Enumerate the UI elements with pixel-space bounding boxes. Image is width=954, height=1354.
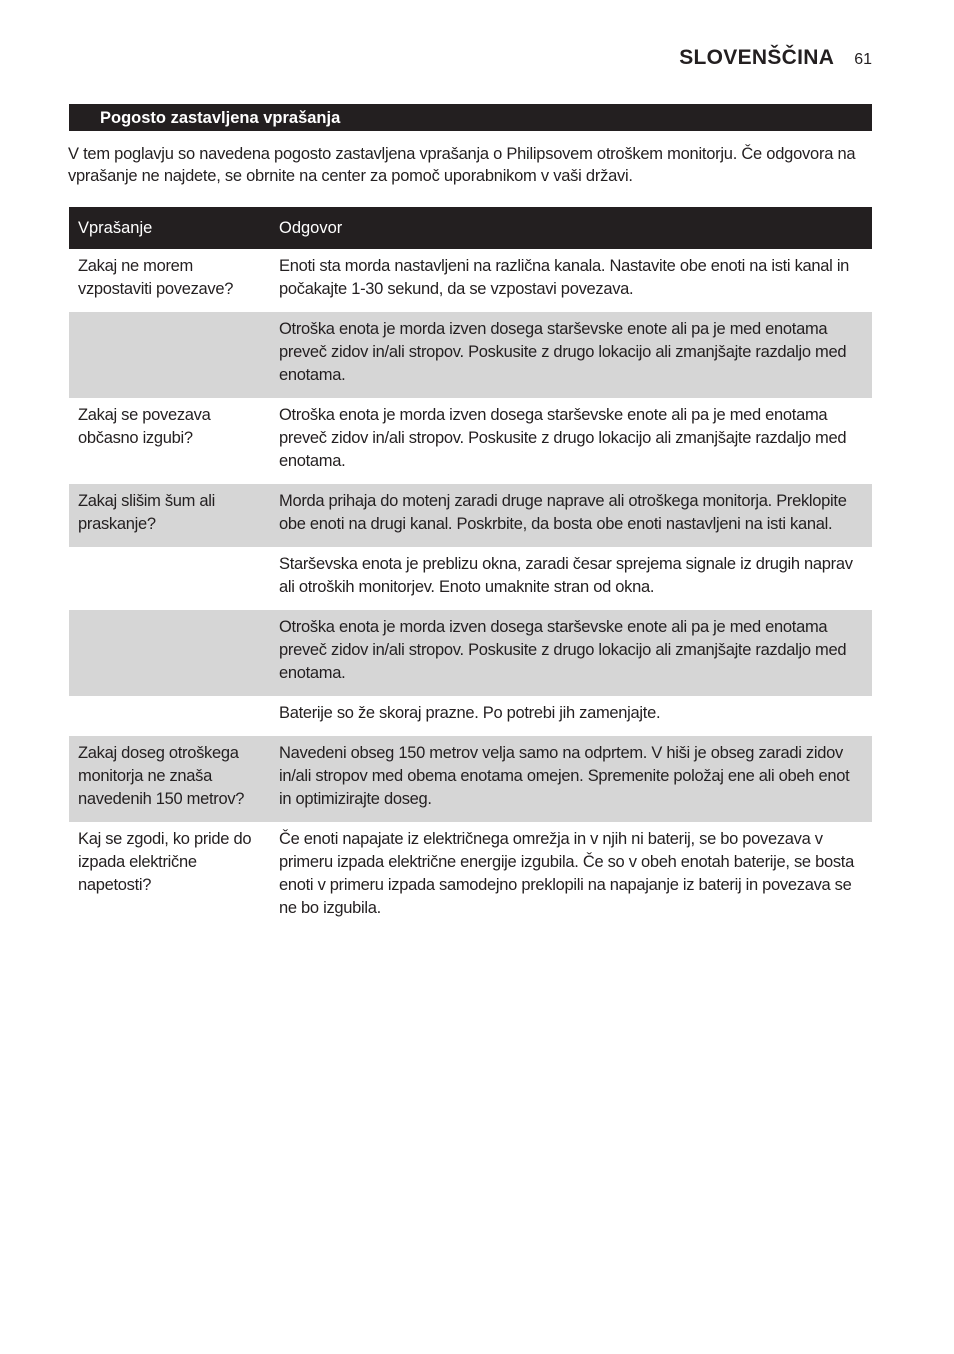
answer-cell: Baterije so že skoraj prazne. Po potrebi jih zamenjajte. <box>279 704 661 722</box>
question-cell: Kaj se zgodi, ko pride do izpada električne napetosti? <box>78 830 252 894</box>
section-title: Pogosto zastavljena vprašanja <box>100 109 341 127</box>
question-cell <box>69 610 270 696</box>
answer-cell: Starševska enota je preblizu okna, zaradi česar sprejema signale iz drugih naprav ali otroških monitorjev. Enoto umaknite stran od okna. <box>279 555 853 596</box>
section-title-bar <box>69 104 872 131</box>
question-column-header: Vprašanje <box>69 207 270 249</box>
question-cell <box>69 312 270 398</box>
faq-table <box>69 207 872 931</box>
intro-paragraph: V tem poglavju so navedena pogosto zastavljena vprašanja o Philipsovem otroškem monitorju. Če odgovora na vprašanje ne najdete, se obrnite na center za pomoč uporabnikom v vaši državi. <box>68 145 856 185</box>
answer-cell: Otroška enota je morda izven dosega starševske enote ali pa je med enotama preveč zidov in/ali stropov. Poskusite z drugo lokacijo ali zmanjšajte razdaljo med enotama. <box>279 406 847 470</box>
table-row <box>69 484 872 547</box>
question-cell: Zakaj ne morem vzpostaviti povezave? <box>78 257 234 298</box>
table-row <box>69 696 872 736</box>
question-cell <box>69 547 270 610</box>
table-row <box>69 610 872 696</box>
answer-cell: Morda prihaja do motenj zaradi druge naprave ali otroškega monitorja. Preklopite obe enoti na drugi kanal. Poskrbite, da bosta obe enoti nastavljeni na isti kanal. <box>270 484 872 547</box>
language-title: SLOVENŠČINA <box>679 46 835 69</box>
table-row <box>69 736 872 822</box>
question-cell: Zakaj doseg otroškega monitorja ne znaša navedenih 150 metrov? <box>69 736 270 822</box>
page-header <box>679 46 872 70</box>
table-row <box>69 398 872 484</box>
table-row <box>69 249 872 312</box>
answer-cell: Navedeni obseg 150 metrov velja samo na odprtem. V hiši je obseg zaradi zidov in/ali stropov med obema enotama omejen. Spremenite položaj ene ali obeh enot in optimizirajte doseg. <box>270 736 872 822</box>
table-row <box>69 822 872 931</box>
table-header-row <box>69 207 872 249</box>
answer-cell: Če enoti napajate iz električnega omrežja in v njih ni baterij, se bo povezava v primeru izpada električne energije izgubila. Če so v obeh enotah baterije, se bosta enoti v primeru izpada samodejno preklopili na napajanje iz baterij in povezava se ne bo izgubila. <box>279 830 854 917</box>
answer-column-header: Odgovor <box>270 207 872 249</box>
page-number: 61 <box>854 51 872 68</box>
answer-cell: Otroška enota je morda izven dosega starševske enote ali pa je med enotama preveč zidov in/ali stropov. Poskusite z drugo lokacijo ali zmanjšajte razdaljo med enotama. <box>270 312 872 398</box>
question-cell: Zakaj slišim šum ali praskanje? <box>69 484 270 547</box>
answer-cell: Otroška enota je morda izven dosega starševske enote ali pa je med enotama preveč zidov in/ali stropov. Poskusite z drugo lokacijo ali zmanjšajte razdaljo med enotama. <box>270 610 872 696</box>
question-cell: Zakaj se povezava občasno izgubi? <box>78 406 211 447</box>
question-cell <box>69 696 270 736</box>
answer-cell: Enoti sta morda nastavljeni na različna kanala. Nastavite obe enoti na isti kanal in počakajte 1-30 sekund, da se vzpostavi povezava. <box>279 257 850 298</box>
table-row <box>69 547 872 610</box>
table-row <box>69 312 872 398</box>
